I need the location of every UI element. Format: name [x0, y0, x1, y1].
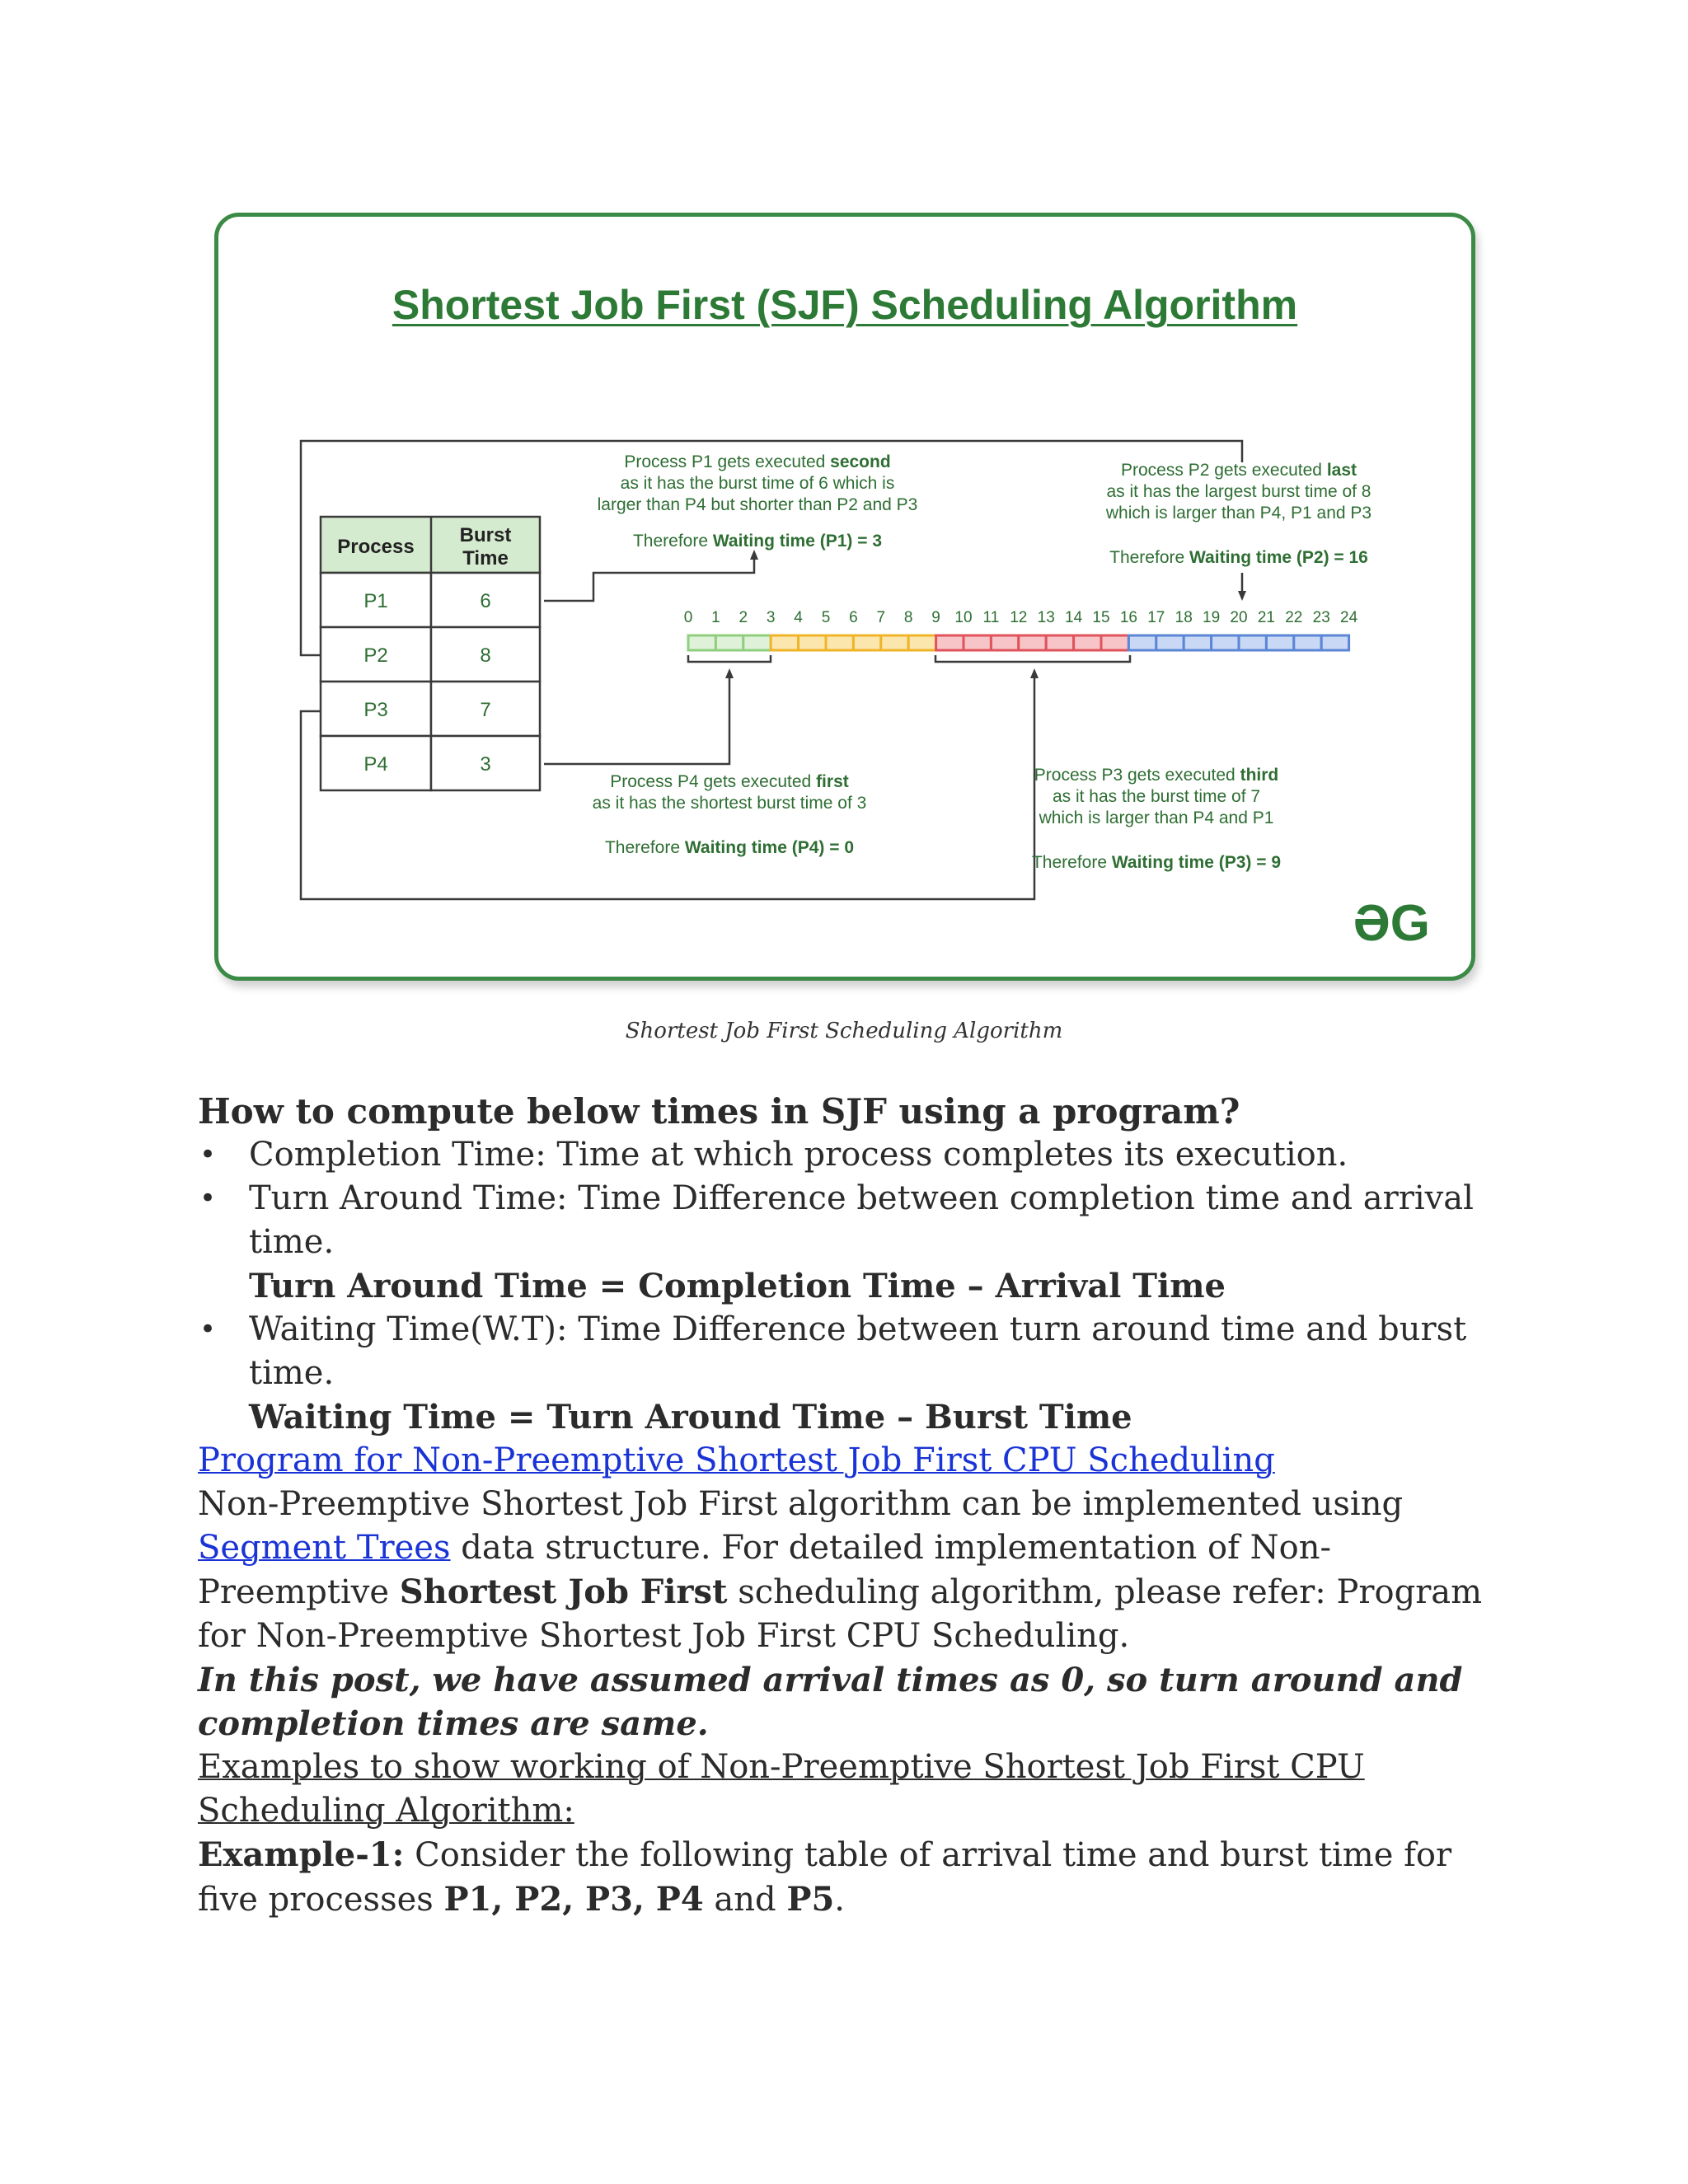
- timeline-braces: [688, 655, 1130, 662]
- timeline-tick-label: 12: [1010, 609, 1028, 626]
- formula-waiting: Waiting Time = Turn Around Time – Burst Time: [249, 1398, 1132, 1436]
- section-heading: How to compute below times in SJF using a program?: [198, 1091, 1240, 1132]
- timeline-tick-label: 20: [1230, 609, 1248, 626]
- timeline-tick-label: 7: [876, 609, 886, 626]
- example-1-paragraph: Example-1: Consider the following table of arrival time and burst time for five processes P1, P2, P3, P4 and P5.: [198, 1835, 1452, 1919]
- timeline-tick-label: 15: [1092, 609, 1110, 626]
- timeline-tick-label: 11: [982, 609, 1000, 626]
- timeline-cell-p1: [771, 635, 798, 650]
- program-link[interactable]: Program for Non-Preemptive Shortest Job First CPU Scheduling: [198, 1441, 1275, 1479]
- gfg-logo: ƏG: [1353, 895, 1430, 952]
- timeline-cell-p3: [936, 635, 964, 650]
- p2-note-line1: Process P2 gets executed last: [1121, 461, 1357, 480]
- timeline-tick-label: 13: [1037, 609, 1055, 626]
- timeline-cell-p3: [1074, 635, 1101, 650]
- timeline-cell-p4: [743, 635, 771, 650]
- timeline-tick-label: 21: [1257, 609, 1275, 626]
- p1-waiting-time: Therefore Waiting time (P1) = 3: [632, 532, 883, 551]
- table-cell-process: P1: [363, 590, 388, 612]
- p3-note-line2: as it has the burst time of 7: [1052, 787, 1261, 806]
- timeline-cell-p2: [1212, 635, 1239, 650]
- timeline-cell-p3: [1019, 635, 1046, 650]
- timeline-tick-label: 19: [1203, 609, 1221, 626]
- p2-note-line3: which is larger than P4, P1 and P3: [1105, 504, 1372, 523]
- timeline-cell-p1: [799, 635, 826, 650]
- timeline-cell-p1: [881, 635, 908, 650]
- timeline-cell-p2: [1239, 635, 1266, 650]
- timeline-cell-p2: [1266, 635, 1293, 650]
- timeline-tick-label: 1: [711, 609, 720, 626]
- p4-waiting-time: Therefore Waiting time (P4) = 0: [604, 838, 855, 857]
- p4-note-line1: Process P4 gets executed first: [610, 772, 849, 791]
- bullet-waiting-time: • Waiting Time(W.T): Time Difference between turn around time and burst time.: [198, 1308, 1500, 1395]
- timeline: [684, 609, 1358, 650]
- segment-trees-link[interactable]: Segment Trees: [198, 1529, 451, 1567]
- timeline-tick-label: 2: [738, 609, 748, 626]
- timeline-tick-label: 24: [1340, 609, 1358, 626]
- p3-note-line3: which is larger than P4 and P1: [1039, 808, 1274, 827]
- definitions-list: [198, 1133, 1500, 1264]
- timeline-tick-label: 4: [794, 609, 803, 626]
- timeline-tick-label: 14: [1065, 609, 1083, 626]
- p1-note-line2: as it has the burst time of 6 which is: [620, 474, 895, 493]
- timeline-cell-p2: [1156, 635, 1184, 650]
- timeline-tick-label: 23: [1312, 609, 1330, 626]
- timeline-cell-p3: [1046, 635, 1073, 650]
- table-header-process: Process: [337, 536, 415, 558]
- example-label: Example-1:: [198, 1835, 405, 1874]
- bullet-turn-around-time: • Turn Around Time: Time Difference between completion time and arrival time.: [198, 1177, 1500, 1264]
- timeline-tick-label: 0: [683, 609, 693, 626]
- formula-turn-around: Turn Around Time = Completion Time – Arrival Time: [249, 1267, 1226, 1305]
- table-cell-process: P3: [363, 699, 388, 721]
- timeline-cell-p1: [826, 635, 853, 650]
- timeline-cell-p3: [964, 635, 991, 650]
- table-cell-burst: 8: [480, 644, 491, 667]
- timeline-tick-label: 17: [1147, 609, 1165, 626]
- timeline-tick-label: 22: [1285, 609, 1303, 626]
- timeline-cell-p2: [1294, 635, 1321, 650]
- examples-heading: Examples to show working of Non-Preemptive Shortest Job First CPU Scheduling Algorithm:: [198, 1748, 1365, 1830]
- timeline-cell-p2: [1128, 635, 1156, 650]
- p3-note-line1: Process P3 gets executed third: [1034, 766, 1279, 785]
- figure-title: Shortest Job First (SJF) Scheduling Algorithm: [392, 282, 1298, 328]
- timeline-cell-p2: [1321, 635, 1348, 650]
- paragraph-implementation: Non-Preemptive Shortest Job First algorithm can be implemented using Segment Trees data structure. For detailed implementation of Non-Preemptive Shortest Job First scheduling algorithm, please refer: Program for Non-Preemptive Shortest Job First CPU Scheduling.: [198, 1485, 1483, 1655]
- assumption-note: In this post, we have assumed arrival times as 0, so turn around and completion times are same.: [198, 1661, 1463, 1743]
- table-cell-burst: 3: [480, 753, 491, 776]
- timeline-tick-label: 9: [931, 609, 940, 626]
- timeline-cell-p1: [853, 635, 880, 650]
- p1-note-line3: larger than P4 but shorter than P2 and P3: [597, 495, 918, 514]
- timeline-cell-p2: [1184, 635, 1211, 650]
- table-header-time: Time: [462, 547, 509, 569]
- timeline-tick-label: 3: [766, 609, 776, 626]
- p3-waiting-time: Therefore Waiting time (P3) = 9: [1031, 853, 1282, 872]
- p2-note-line2: as it has the largest burst time of 8: [1106, 482, 1372, 501]
- table-cell-process: P2: [363, 644, 388, 667]
- timeline-tick-label: 8: [903, 609, 913, 626]
- sjf-figure: [214, 213, 1475, 981]
- p1-note-line1: Process P1 gets executed second: [624, 452, 891, 471]
- timeline-tick-label: 10: [954, 609, 973, 626]
- timeline-tick-label: 18: [1175, 609, 1193, 626]
- figure-caption: Shortest Job First Scheduling Algorithm: [625, 1019, 1063, 1043]
- definitions-list-2: [198, 1308, 1500, 1395]
- timeline-cell-p3: [1101, 635, 1128, 650]
- timeline-cell-p3: [991, 635, 1018, 650]
- p2-waiting-time: Therefore Waiting time (P2) = 16: [1109, 548, 1368, 567]
- timeline-cell-p4: [688, 635, 715, 650]
- table-cell-burst: 6: [480, 590, 491, 612]
- process-table: [321, 517, 540, 790]
- article-body: [198, 1090, 1500, 1922]
- table-header-burst: Burst: [459, 524, 512, 546]
- timeline-tick-label: 16: [1119, 609, 1137, 626]
- p4-note-line2: as it has the shortest burst time of 3: [592, 794, 867, 813]
- sjf-diagram: [218, 217, 1479, 985]
- timeline-cell-p4: [715, 635, 743, 650]
- program-link-line: [198, 1439, 1500, 1483]
- bullet-completion-time: • Completion Time: Time at which process completes its execution.: [198, 1133, 1500, 1177]
- table-cell-process: P4: [363, 753, 388, 776]
- timeline-tick-label: 6: [849, 609, 858, 626]
- table-cell-burst: 7: [480, 699, 491, 721]
- timeline-tick-label: 5: [821, 609, 831, 626]
- timeline-cell-p1: [908, 635, 935, 650]
